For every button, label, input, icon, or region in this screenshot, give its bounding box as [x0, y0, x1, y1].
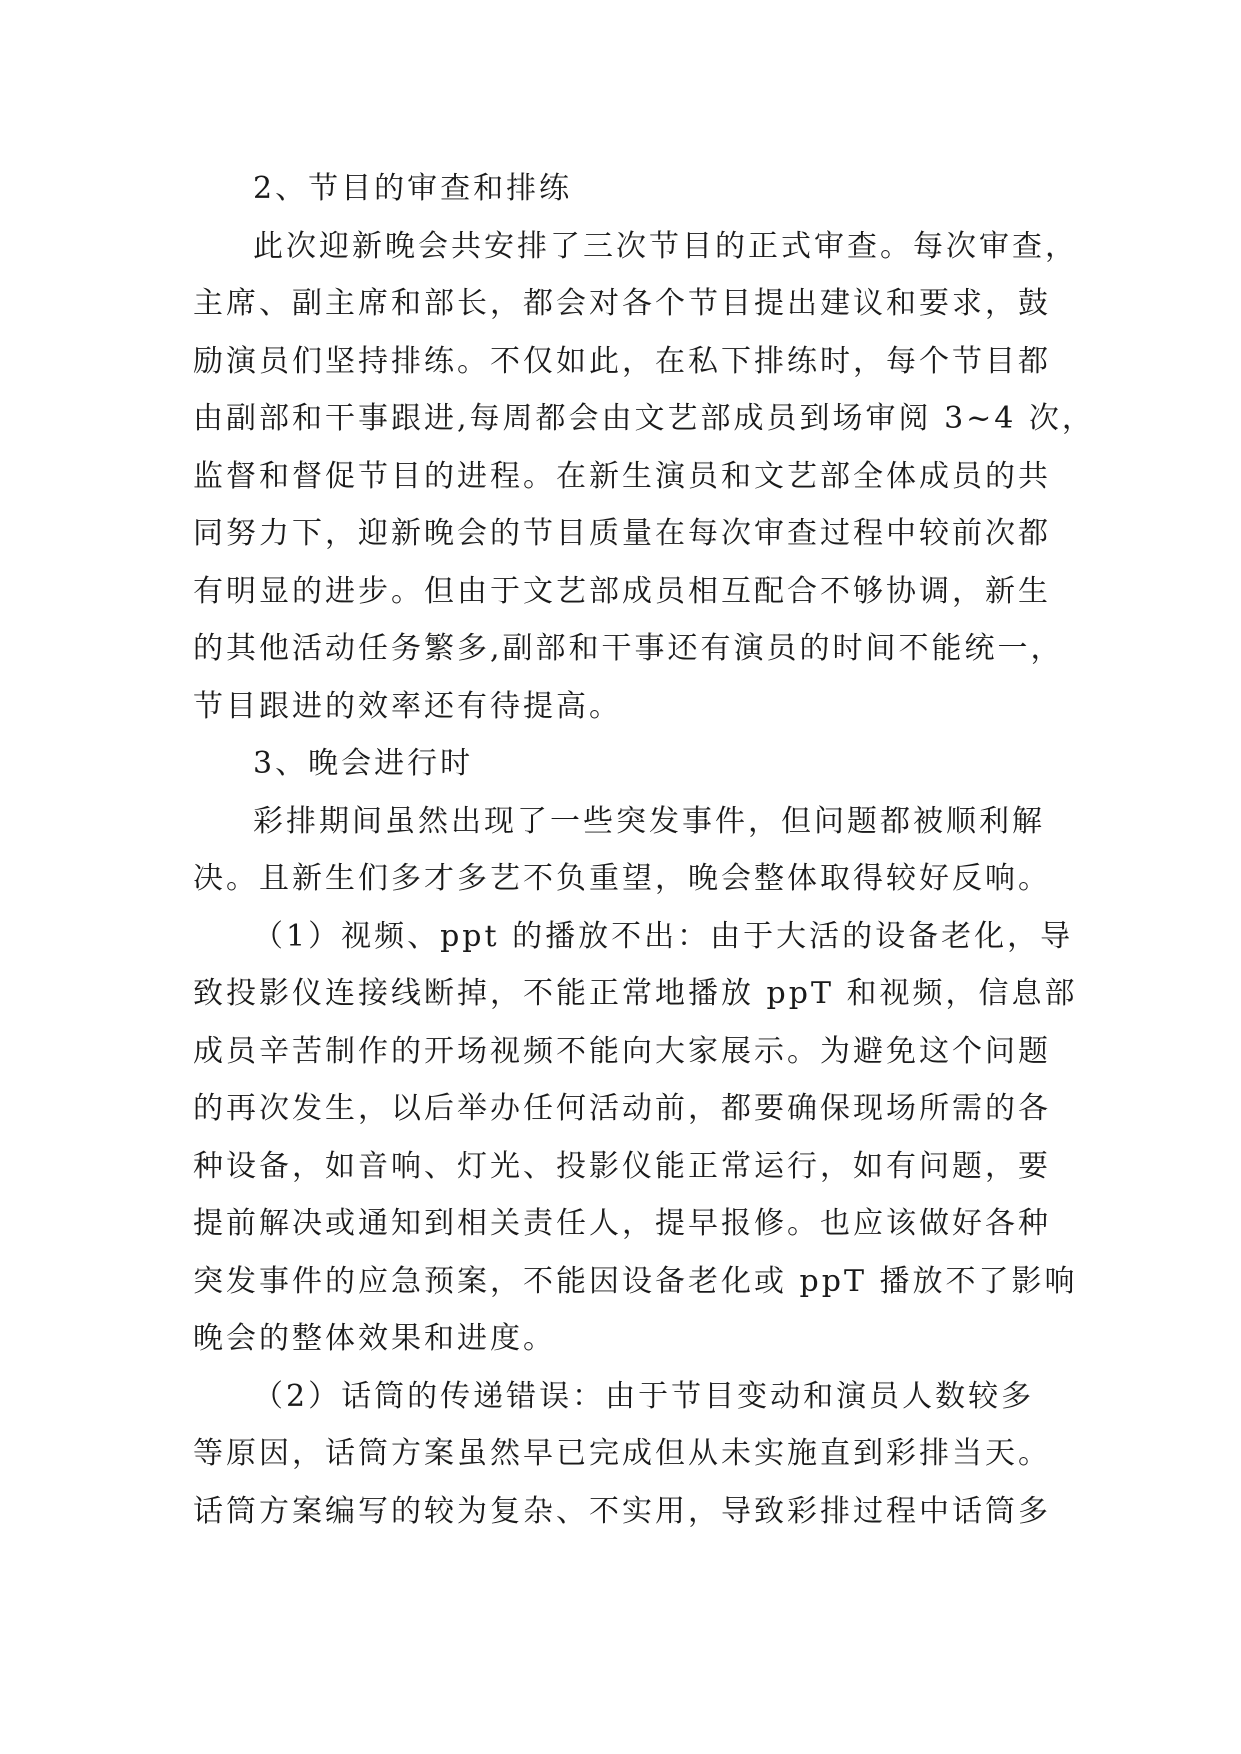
- paragraph-line: 等原因，话筒方案虽然早已完成但从未实施直到彩排当天。: [193, 1436, 1051, 1471]
- paragraph-line: 致投影仪连接线断掉，不能正常地播放 ppT 和视频，信息部: [193, 976, 1078, 1011]
- paragraph-line: 的再次发生，以后举办任何活动前，都要确保现场所需的各: [193, 1091, 1051, 1126]
- section-heading: 3、晚会进行时: [253, 746, 474, 781]
- document-body: [193, 160, 1095, 1540]
- paragraph-line: 晚会的整体效果和进度。: [193, 1321, 556, 1356]
- paragraph-line: 节目跟进的效率还有待提高。: [193, 688, 622, 724]
- paragraph-line: 励演员们坚持排练。不仅如此，在私下排练时，每个节目都: [193, 343, 1051, 379]
- paragraph-line: 有明显的进步。但由于文艺部成员相互配合不够协调，新生: [193, 573, 1051, 609]
- paragraph-line: 此次迎新晚会共安排了三次节目的正式审查。每次审查，: [253, 228, 1078, 264]
- paragraph-line: 成员辛苦制作的开场视频不能向大家展示。为避免这个问题: [193, 1033, 1051, 1069]
- paragraph-line: 突发事件的应急预案，不能因设备老化或 ppT 播放不了影响: [193, 1263, 1078, 1299]
- paragraph-line: 监督和督促节目的进程。在新生演员和文艺部全体成员的共: [193, 458, 1051, 494]
- paragraph-line: 由副部和干事跟进,每周都会由文艺部成员到场审阅 3~4 次，: [193, 401, 1095, 436]
- paragraph-line: 种设备，如音响、灯光、投影仪能正常运行，如有问题，要: [193, 1148, 1051, 1184]
- paragraph-line: （2）话筒的传递错误：由于节目变动和演员人数较多: [253, 1378, 1035, 1414]
- paragraph-line: 同努力下，迎新晚会的节目质量在每次审查过程中较前次都: [193, 516, 1051, 551]
- paragraph-line: （1）视频、ppt 的播放不出：由于大活的设备老化，导: [253, 918, 1074, 954]
- paragraph-line: 的其他活动任务繁多,副部和干事还有演员的时间不能统一，: [193, 631, 1064, 666]
- paragraph-line: 提前解决或通知到相关责任人，提早报修。也应该做好各种: [193, 1206, 1051, 1241]
- paragraph-line: 决。且新生们多才多艺不负重望，晚会整体取得较好反响。: [193, 861, 1051, 896]
- paragraph-line: 主席、副主席和部长，都会对各个节目提出建议和要求，鼓: [193, 286, 1051, 321]
- paragraph-line: 彩排期间虽然出现了一些突发事件，但问题都被顺利解: [253, 803, 1045, 839]
- paragraph-line: 话筒方案编写的较为复杂、不实用，导致彩排过程中话筒多: [193, 1493, 1051, 1529]
- section-heading: 2、节目的审查和排练: [253, 171, 573, 206]
